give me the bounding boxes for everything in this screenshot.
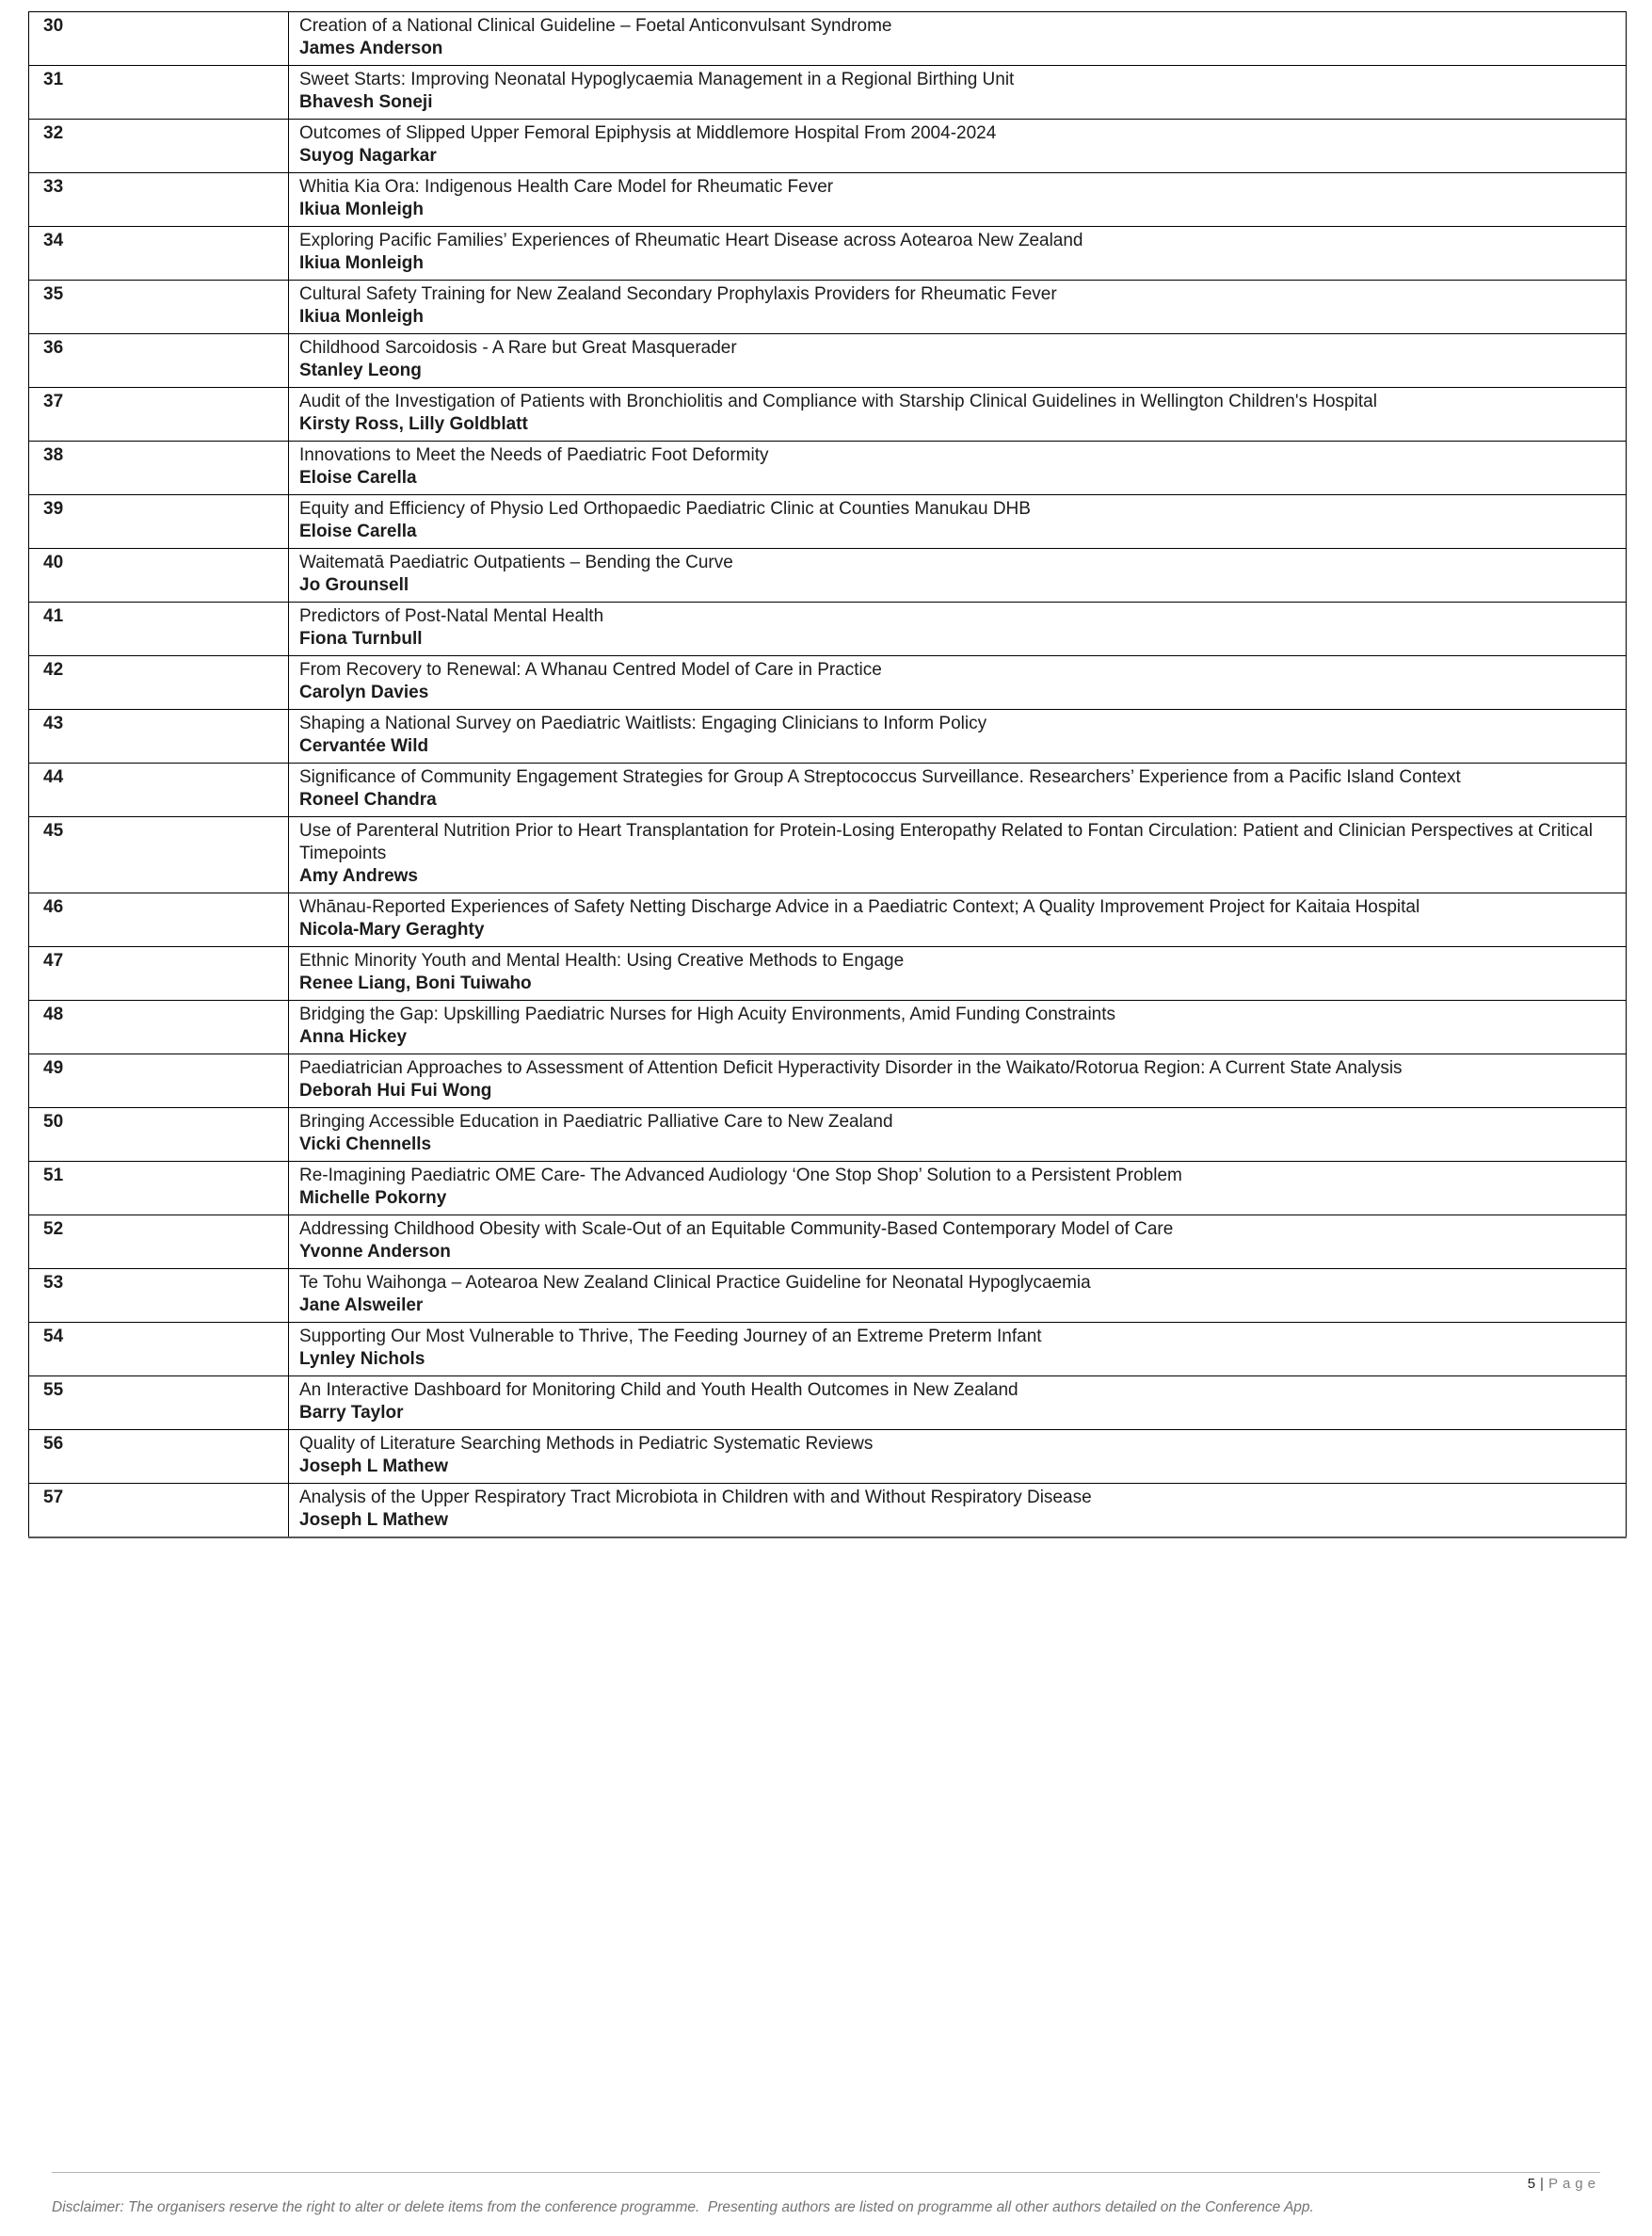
presentation-authors: Eloise Carella <box>299 522 417 541</box>
table-row <box>29 1430 1627 1484</box>
table-row <box>29 66 1627 120</box>
presentation-title: Bridging the Gap: Upskilling Paediatric Nurses for High Acuity Environments, Amid Funding Constraints <box>299 1005 1116 1024</box>
presentation-title: Audit of the Investigation of Patients with Bronchiolitis and Compliance with Starship Clinical Guidelines in Wellington Children's Hospital <box>299 392 1377 411</box>
table-row <box>29 817 1627 893</box>
page-number-value: 5 <box>1527 2176 1536 2192</box>
presentation-number: 54 <box>29 1323 289 1376</box>
page-number <box>52 2176 1600 2192</box>
presentation-title: Quality of Literature Searching Methods in Pediatric Systematic Reviews <box>299 1434 874 1454</box>
programme-table <box>28 11 1627 1538</box>
document-page <box>0 11 1652 2236</box>
presentation-authors: Michelle Pokorny <box>299 1188 447 1208</box>
presentation-title: Equity and Efficiency of Physio Led Orthopaedic Paediatric Clinic at Counties Manukau DHB <box>299 499 1031 519</box>
table-row <box>29 656 1627 710</box>
presentation-authors: Kirsty Ross, Lilly Goldblatt <box>299 414 528 434</box>
presentation-title: Innovations to Meet the Needs of Paediatric Foot Deformity <box>299 445 769 465</box>
presentation-number: 43 <box>29 710 289 764</box>
presentation-title: Re-Imagining Paediatric OME Care- The Advanced Audiology ‘One Stop Shop’ Solution to a Persistent Problem <box>299 1166 1182 1185</box>
table-row <box>29 893 1627 947</box>
presentation-title: Outcomes of Slipped Upper Femoral Epiphysis at Middlemore Hospital From 2004-2024 <box>299 123 997 143</box>
table-row <box>29 603 1627 656</box>
page-word: Page <box>1548 2176 1600 2192</box>
presentation-authors: Suyog Nagarkar <box>299 146 437 166</box>
presentation-title: Predictors of Post-Natal Mental Health <box>299 606 604 626</box>
presentation-title: Ethnic Minority Youth and Mental Health: Using Creative Methods to Engage <box>299 951 905 971</box>
presentation-title: Paediatrician Approaches to Assessment of Attention Deficit Hyperactivity Disorder in the Waikato/Rotorua Region: A Current State Analysis <box>299 1058 1403 1078</box>
presentation-number: 42 <box>29 656 289 710</box>
presentation-authors: Ikiua Monleigh <box>299 307 424 327</box>
table-row <box>29 1376 1627 1430</box>
presentation-number: 44 <box>29 764 289 817</box>
presentation-authors: Anna Hickey <box>299 1027 408 1047</box>
table-row <box>29 1484 1627 1538</box>
table-row <box>29 710 1627 764</box>
table-row <box>29 281 1627 334</box>
presentation-title: Addressing Childhood Obesity with Scale-Out of an Equitable Community-Based Contemporary Model of Care <box>299 1219 1174 1239</box>
presentation-authors: Deborah Hui Fui Wong <box>299 1081 492 1101</box>
presentation-title: Te Tohu Waihonga – Aotearoa New Zealand Clinical Practice Guideline for Neonatal Hypoglycaemia <box>299 1273 1091 1293</box>
presentation-authors: Cervantée Wild <box>299 736 429 756</box>
presentation-authors: James Anderson <box>299 39 443 58</box>
presentation-authors: Renee Liang, Boni Tuiwaho <box>299 973 532 993</box>
presentation-authors: Bhavesh Soneji <box>299 92 433 112</box>
presentation-authors: Ikiua Monleigh <box>299 253 424 273</box>
table-row <box>29 495 1627 549</box>
presentation-title: Whānau-Reported Experiences of Safety Netting Discharge Advice in a Paediatric Context; A Quality Improvement Project for Kaitaia Hospital <box>299 897 1420 917</box>
presentation-number: 50 <box>29 1108 289 1162</box>
table-row <box>29 388 1627 442</box>
presentation-number: 52 <box>29 1215 289 1269</box>
presentation-authors: Yvonne Anderson <box>299 1242 451 1262</box>
presentation-authors: Fiona Turnbull <box>299 629 423 649</box>
presentation-number: 34 <box>29 227 289 281</box>
presentation-authors: Jo Grounsell <box>299 575 409 595</box>
table-row <box>29 1269 1627 1323</box>
presentation-number: 39 <box>29 495 289 549</box>
presentation-authors: Amy Andrews <box>299 866 418 886</box>
table-row <box>29 173 1627 227</box>
table-row <box>29 227 1627 281</box>
presentation-title: Supporting Our Most Vulnerable to Thrive, The Feeding Journey of an Extreme Preterm Infant <box>299 1327 1042 1346</box>
presentation-number: 49 <box>29 1054 289 1108</box>
presentation-number: 38 <box>29 442 289 495</box>
presentation-authors: Roneel Chandra <box>299 790 437 810</box>
presentation-authors: Stanley Leong <box>299 361 422 380</box>
presentation-number: 31 <box>29 66 289 120</box>
presentation-number: 41 <box>29 603 289 656</box>
presentation-authors: Nicola-Mary Geraghty <box>299 920 485 940</box>
presentation-authors: Barry Taylor <box>299 1403 404 1423</box>
presentation-number: 57 <box>29 1484 289 1538</box>
table-row <box>29 1054 1627 1108</box>
table-row <box>29 1162 1627 1215</box>
presentation-number: 53 <box>29 1269 289 1323</box>
presentation-title: Shaping a National Survey on Paediatric Waitlists: Engaging Clinicians to Inform Policy <box>299 714 987 733</box>
presentation-title: Childhood Sarcoidosis - A Rare but Great Masquerader <box>299 338 737 358</box>
table-row <box>29 549 1627 603</box>
table-row <box>29 1108 1627 1162</box>
table-row <box>29 947 1627 1001</box>
presentation-number: 40 <box>29 549 289 603</box>
presentation-number: 36 <box>29 334 289 388</box>
table-row <box>29 1323 1627 1376</box>
page-number-separator: | <box>1540 2176 1544 2192</box>
presentation-title: Analysis of the Upper Respiratory Tract Microbiota in Children with and Without Respiratory Disease <box>299 1488 1092 1507</box>
presentation-number: 45 <box>29 817 289 893</box>
table-row <box>29 1215 1627 1269</box>
presentation-number: 56 <box>29 1430 289 1484</box>
presentation-authors: Ikiua Monleigh <box>299 200 424 219</box>
presentation-title: Use of Parenteral Nutrition Prior to Heart Transplantation for Protein-Losing Enteropathy Related to Fontan Circulation: Patient and Clinician Perspectives at Critical Timepoints <box>299 821 1593 863</box>
presentation-authors: Eloise Carella <box>299 468 417 488</box>
presentation-number: 55 <box>29 1376 289 1430</box>
presentation-number: 46 <box>29 893 289 947</box>
presentation-title: Bringing Accessible Education in Paediatric Palliative Care to New Zealand <box>299 1112 893 1132</box>
presentation-authors: Carolyn Davies <box>299 683 429 702</box>
presentation-title: Whitia Kia Ora: Indigenous Health Care Model for Rheumatic Fever <box>299 177 834 197</box>
footer-disclaimer: Disclaimer: The organisers reserve the right to alter or delete items from the conference programme. Presenting authors are listed on programme all other authors detailed on the Conference App. <box>52 2199 1314 2215</box>
presentation-number: 35 <box>29 281 289 334</box>
presentation-title: Sweet Starts: Improving Neonatal Hypoglycaemia Management in a Regional Birthing Unit <box>299 70 1015 89</box>
table-row <box>29 120 1627 173</box>
footer-divider <box>52 2172 1600 2173</box>
presentation-number: 30 <box>29 12 289 66</box>
presentation-title: Cultural Safety Training for New Zealand Secondary Prophylaxis Providers for Rheumatic Fever <box>299 284 1057 304</box>
presentation-title: Significance of Community Engagement Strategies for Group A Streptococcus Surveillance. Researchers’ Experience from a Pacific Island Context <box>299 767 1461 787</box>
presentation-number: 32 <box>29 120 289 173</box>
presentation-authors: Lynley Nichols <box>299 1349 425 1369</box>
presentation-title: Waitematā Paediatric Outpatients – Bending the Curve <box>299 553 733 572</box>
presentation-number: 37 <box>29 388 289 442</box>
presentation-title: Creation of a National Clinical Guideline – Foetal Anticonvulsant Syndrome <box>299 16 892 36</box>
table-row <box>29 334 1627 388</box>
presentation-number: 47 <box>29 947 289 1001</box>
presentation-number: 48 <box>29 1001 289 1054</box>
presentation-title: Exploring Pacific Families’ Experiences of Rheumatic Heart Disease across Aotearoa New Zealand <box>299 231 1083 250</box>
table-row <box>29 442 1627 495</box>
presentation-number: 33 <box>29 173 289 227</box>
presentation-authors: Joseph L Mathew <box>299 1510 449 1530</box>
presentation-authors: Vicki Chennells <box>299 1134 432 1154</box>
table-row <box>29 1001 1627 1054</box>
presentation-title: From Recovery to Renewal: A Whanau Centred Model of Care in Practice <box>299 660 882 680</box>
presentation-authors: Joseph L Mathew <box>299 1456 449 1476</box>
presentation-number: 51 <box>29 1162 289 1215</box>
presentation-authors: Jane Alsweiler <box>299 1295 424 1315</box>
table-row <box>29 764 1627 817</box>
presentation-title: An Interactive Dashboard for Monitoring Child and Youth Health Outcomes in New Zealand <box>299 1380 1018 1400</box>
table-row <box>29 12 1627 66</box>
